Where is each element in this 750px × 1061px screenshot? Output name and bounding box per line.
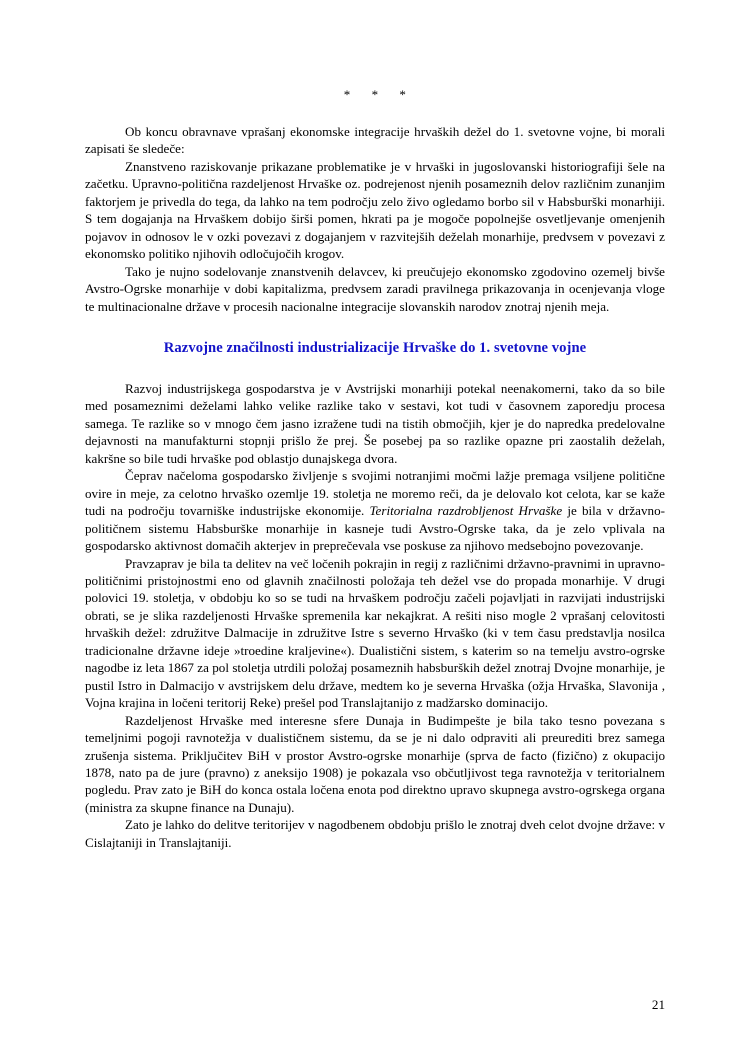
paragraph-ceprav-tail: je bila v državno-političnem sistemu Habsburške monarhije in kasneje tudi Avstro-Ogrske taka, da je zelo vplivala na gospodarsko aktivnost domačih akterjev in preprečevala vse poskuse za njihovo medsebojno povezovanje. <box>85 503 665 554</box>
section-heading: Razvojne značilnosti industrializacije Hrvaške do 1. svetovne vojne <box>163 339 587 356</box>
asterisk-separator: * * * <box>343 87 407 102</box>
paragraph-razdeljenost-hrvaske: Razdeljenost Hrvaške med interesne sfere Dunaja in Budimpešte je bila tako tesno povezana s temeljnimi pogoji ravnotežja v dualističnem sistemu, da se je ni dalo odpraviti ali preurediti brez samega zrušenja sistema. Priključitev BiH v prostor Avstro-ogrske monarhije (sprva de facto (fizično) z okupacijo 1878, nato pa de jure (pravno) z aneksijo 1908) je pokazala vso občutljivost tega ravnotežja v teritorialnem pogledu. Prav zato je BiH do konca ostala ločena enota pod direktno upravo skupnega avstro-ogrskega organa (ministra za skupne finance na Dunaju). <box>85 712 665 815</box>
paragraph-tako-je-nujno: Tako je nujno sodelovanje znanstvenih delavcev, ki preučujejo ekonomsko zgodovino ozemelj bivše Avstro-Ogrske monarhije v dobi kapitalizma, predvsem zaradi pravilnega prikazovanja in ocenjevanja vloge te multinacionalne države v procesih nacionalne integracije slovanskih narodov znotraj njenih meja. <box>85 263 665 314</box>
paragraph-ceprav-lead: Čeprav načeloma gospodarsko življenje s svojimi notranjimi močmi lažje premaga vsiljene politične ovire in meje, za celotno hrvaško ozemlje 19. stoletja ne moremo reči, da je delovalo kot celota, kar se kaže tudi na področju tovarniške industrijske ekonomije. <box>85 468 665 519</box>
paragraph-razvoj-industrijskega: Razvoj industrijskega gospodarstva je v Avstrijski monarhiji potekal neenakomerni, tako da so bile med posameznimi deželami lahko velike razlike tako v sestavi, kot tudi v časovnem zaporedju procesa samega. Te razlike so v mnogo čem jasno izražene tudi na tistih območjih, kjer je do napredka predelovalne dejavnosti na manufakturni stopnji prišlo že prej. Še posebej pa so razlike opazne pri zaostalih deželah, kakršne so bile tudi hrvaške pod oblastjo dunajskega dvora. <box>85 380 665 466</box>
page-content-column <box>85 0 665 851</box>
page-number: 21 <box>651 997 665 1012</box>
paragraph-ob-koncu: Ob koncu obravnave vprašanj ekonomske integracije hrvaških dežel do 1. svetovne vojne, bi morali zapisati še sledeče: <box>85 124 665 157</box>
paragraph-ceprav-nacelom <box>85 467 665 554</box>
paragraph-zato-je-lahko: Zato je lahko do delitve teritorijev v nagodbenem obdobju prišlo le znotraj dveh celot dvojne države: v Cislajtaniji in Translajtaniji. <box>85 817 665 850</box>
italic-phrase-teritorialna-razdrobljenost: Teritorialna razdrobljenost Hrvaške <box>369 503 563 519</box>
paragraph-znanstveno-raziskovanje: Znanstveno raziskovanje prikazane problematike je v hrvaški in jugoslovanski historiografiji šele na začetku. Upravno-politična razdeljenost Hrvaške oz. podrejenost njenih posameznih delov različnim zunanjim faktorjem je privedla do tega, da lahko na tem področju zelo živo ogledamo borbo sil v Habsburški monarhiji. S tem dogajanja na Hrvaškem dobijo širši pomen, hkrati pa je mogoče popolnejše osvetljevanje omenjenih pojavov in odnosov le v ozki povezavi z dogajanjem v razvitejših deželah monarhije, predvsem v povezavi z ekonomsko politiko njihovih odločujočih krogov. <box>85 158 665 262</box>
paragraph-pravzaprav: Pravzaprav je bila ta delitev na več ločenih pokrajin in regij z različnimi državno-pravnimi in upravno-političnimi pristojnostmi eno od glavnih značilnosti položaja teh dežel vse do propada monarhije. V drugi polovici 19. stoletja, v obdobju ko so se tudi na hrvaškem področju začeli pojavljati in razvijati industrijski obrati, se je slika razdeljenosti Hrvaške spremenila kar nekajkrat. A rešiti niso mogle 2 vprašanj celovitosti hrvaških dežel: združitve Dalmacije in združitve Istre s severno Hrvaško (ki v tem času predstavlja nosilca tradicionalne državne ideje »troedine kraljevine«). Dualistični sistem, s katerim so na temelju avstro-ogrske nagodbe iz leta 1867 za pol stoletja utrdili položaj posameznih habsburških dežel znotraj Dvojne monarhije, je pustil Istro in Dalmacijo v avstrijskem delu države, medtem ko je severna Hrvaška (ožja Hrvaška, Slavonija , Vojna krajina in ločeni teritorij Reke) prešel pod Translajtanijo z madžarsko dominacijo. <box>85 555 665 711</box>
